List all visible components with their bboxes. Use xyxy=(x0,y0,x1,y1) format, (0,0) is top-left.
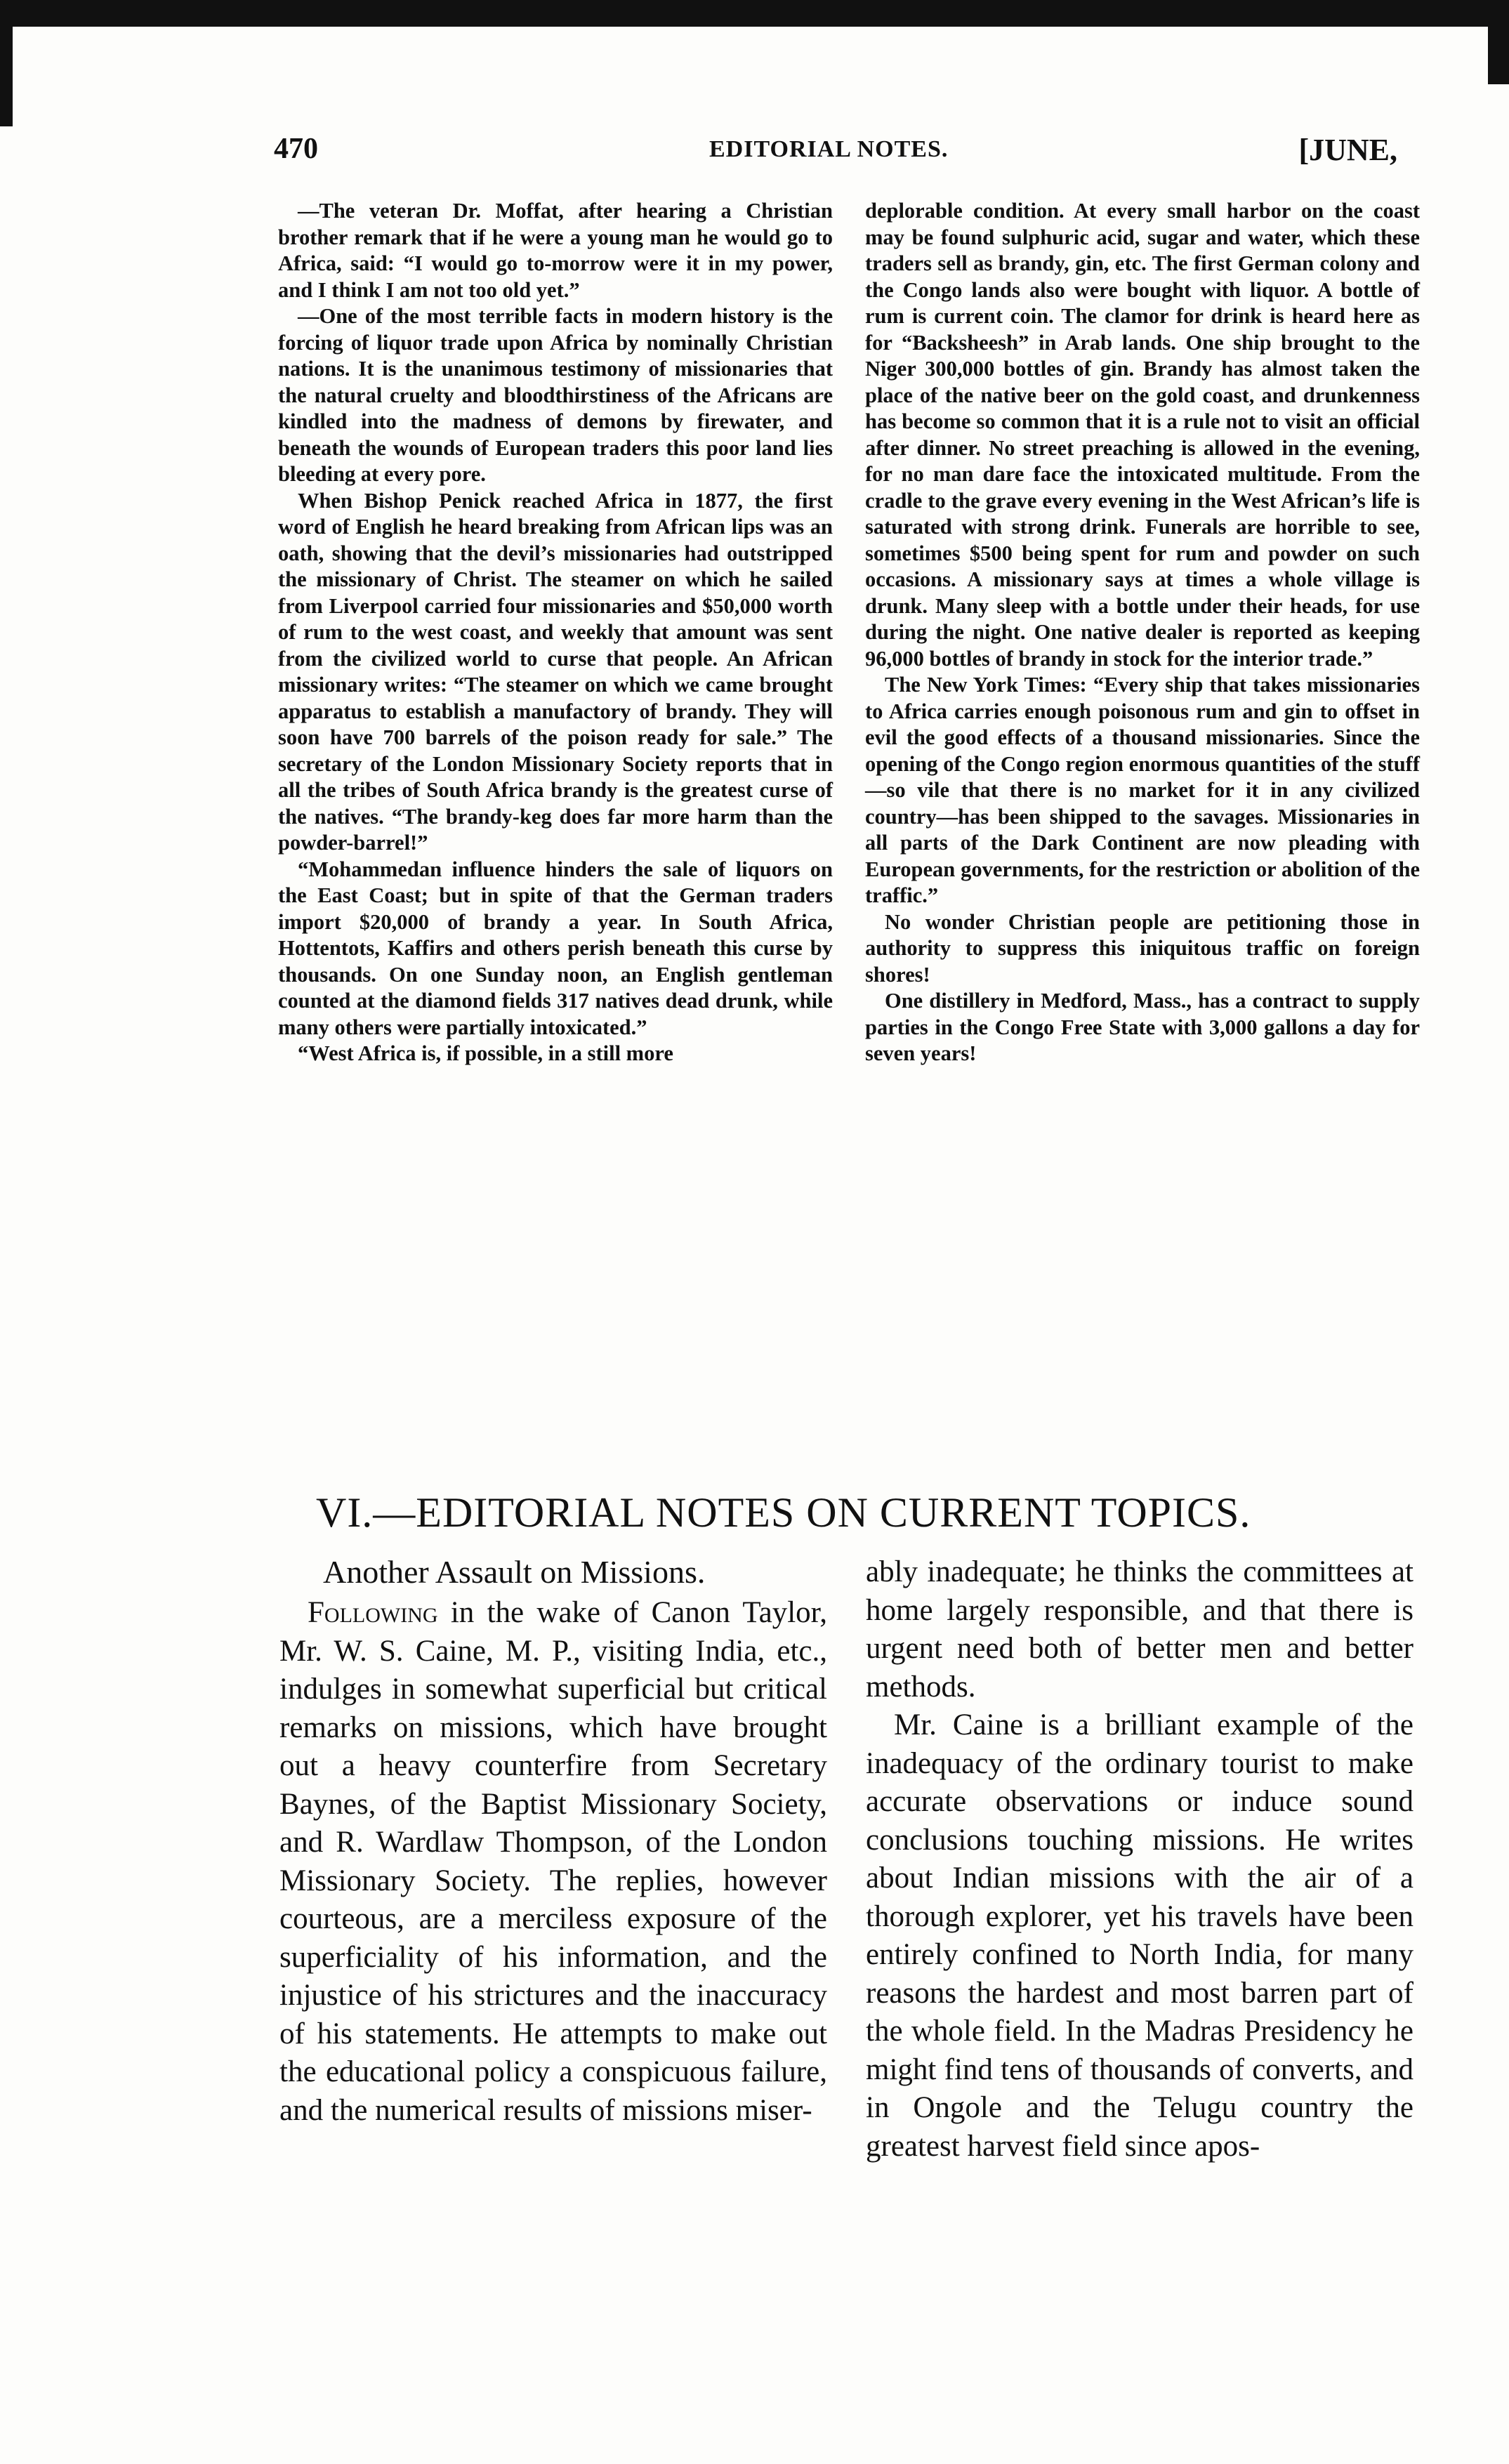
lead-word: Following xyxy=(308,1596,438,1629)
left-column-small-type xyxy=(278,198,833,1067)
paragraph: ably inadequate; he thinks the committees at home largely responsible, and that there is urgent need both of better men and better methods. xyxy=(866,1555,1414,1704)
paragraph: “Mohammedan influence hinders the sale of liquors on the East Coast; but in spite of that the German traders import $20,000 of brandy a year. In South Africa, Hottentots, Kaffirs and others perish beneath this curse by thousands. On one Sunday noon, an English gentleman counted at the diamond fields 317 natives dead drunk, while many others were partially intoxicated.” xyxy=(278,857,833,1039)
left-column-large-type xyxy=(279,1594,827,2130)
paragraph: deplorable condition. At every small harbor on the coast may be found sulphuric acid, sugar and water, which these traders sell as brandy, gin, etc. The first German colony and the Congo lands also were bought with liquor. A bottle of rum is current coin. The clamor for drink is heard here as for “Backsheesh” in Arab lands. One ship brought to the Niger 300,000 bottles of gin. Brandy has almost taken the place of the native beer on the gold coast, and drunkenness has become so common that it is a rule not to visit an official after dinner. No street preaching is allowed in the evening, for no man dare face the intoxicated multitude. From the cradle to the grave every evening in the West African’s life is saturated with strong drink. Funerals are horrible to see, sometimes $500 being spent for rum and powder on such occasions. A missionary says at times a whole village is drunk. Many sleep with a bottle under their heads, for use during the night. One native dealer is reported as keeping 96,000 bottles of brandy in stock for the interior trade.” xyxy=(865,199,1420,671)
page-number: 470 xyxy=(274,133,318,165)
article-subheading: Another Assault on Missions. xyxy=(323,1554,706,1590)
paragraph: One distillery in Medford, Mass., has a contract to supply parties in the Congo Free State with 3,000 gallons a day for seven years! xyxy=(865,989,1420,1065)
paragraph: —One of the most terrible facts in modern history is the forcing of liquor trade upon Africa by nominally Christian nations. It is the unanimous testimony of missionaries that the natural cruelty and bloodthirstiness of the Africans are kindled into the madness of demons by firewater, and beneath the wounds of European traders this poor land lies bleeding at every pore. xyxy=(278,304,833,486)
running-title: EDITORIAL NOTES. xyxy=(709,136,949,162)
right-column-small-type xyxy=(865,198,1420,1067)
paragraph: No wonder Christian people are petitioning those in authority to suppress this iniquitous traffic on foreign shores! xyxy=(865,909,1420,987)
paragraph: When Bishop Penick reached Africa in 1877, the first word of English he heard breaking from African lips was an oath, showing that the devil’s missionaries had outstripped the missionary of Christ. The steamer on which he sailed from Liverpool carried four missionaries and $50,000 worth of rum to the west coast, and weekly that amount was sent from the civilized world to curse that people. An African missionary writes: “The steamer on which we came brought apparatus to establish a manufactory of brandy. They will soon have 700 barrels of the poison ready for sale.” The secretary of the London Missionary Society reports that in all the tribes of South Africa brandy is the greatest curse of the natives. “The brandy-keg does far more harm than the powder-barrel!” xyxy=(278,488,833,855)
scan-border-left xyxy=(0,0,13,126)
running-header xyxy=(274,132,1397,174)
paragraph: The New York Times: “Every ship that takes missionaries to Africa carries enough poisonous rum and gin to offset in evil the good effects of a thousand missionaries. Since the opening of the Congo region enormous quantities of the stuff—so vile that there is no market for it in any civilized country—has been shipped to the savages. Missionaries in all parts of the Dark Continent are now pleading with European governments, for the restriction or abolition of the traffic.” xyxy=(865,673,1420,907)
paragraph: —The veteran Dr. Moffat, after hearing a Christian brother remark that if he were a young man he would go to Africa, said: “I would go to-morrow were it in my power, and I think I am not too old yet.” xyxy=(278,199,833,302)
paragraph xyxy=(279,1594,827,2130)
scan-border-top xyxy=(0,0,1509,27)
paragraph: “West Africa is, if possible, in a still more xyxy=(298,1041,673,1065)
paragraph-text: in the wake of Canon Taylor, Mr. W. S. Caine, M. P., visiting India, etc., indulges in somewhat superficial but critical remarks on missions, which have brought out a heavy counterfire from Secretary Baynes, of the Baptist Missionary Society, and R. Wardlaw Thompson, of the London Missionary Society. The replies, however courteous, are a merciless exposure of the superficiality of his information, and the injustice of his strictures and the inaccuracy of his statements. He attempts to make out the educational policy a conspicuous failure, and the numerical results of missions miser- xyxy=(279,1596,827,2127)
header-month: [JUNE, xyxy=(1298,133,1397,167)
section-heading: VI.—EDITORIAL NOTES ON CURRENT TOPICS. xyxy=(316,1489,1251,1536)
scan-border-right xyxy=(1488,0,1509,84)
right-column-large-type xyxy=(866,1553,1414,2166)
paragraph: Mr. Caine is a brilliant example of the inadequacy of the ordinary tourist to make accurate observations or induce sound conclusions touching missions. He writes about Indian missions with the air of a thorough explorer, yet his travels have been entirely confined to North India, for many reasons the hardest and most barren part of the whole field. In the Madras Presidency he might find tens of thousands of converts, and in Ongole and the Telugu country the greatest harvest field since apos- xyxy=(866,1708,1414,2163)
